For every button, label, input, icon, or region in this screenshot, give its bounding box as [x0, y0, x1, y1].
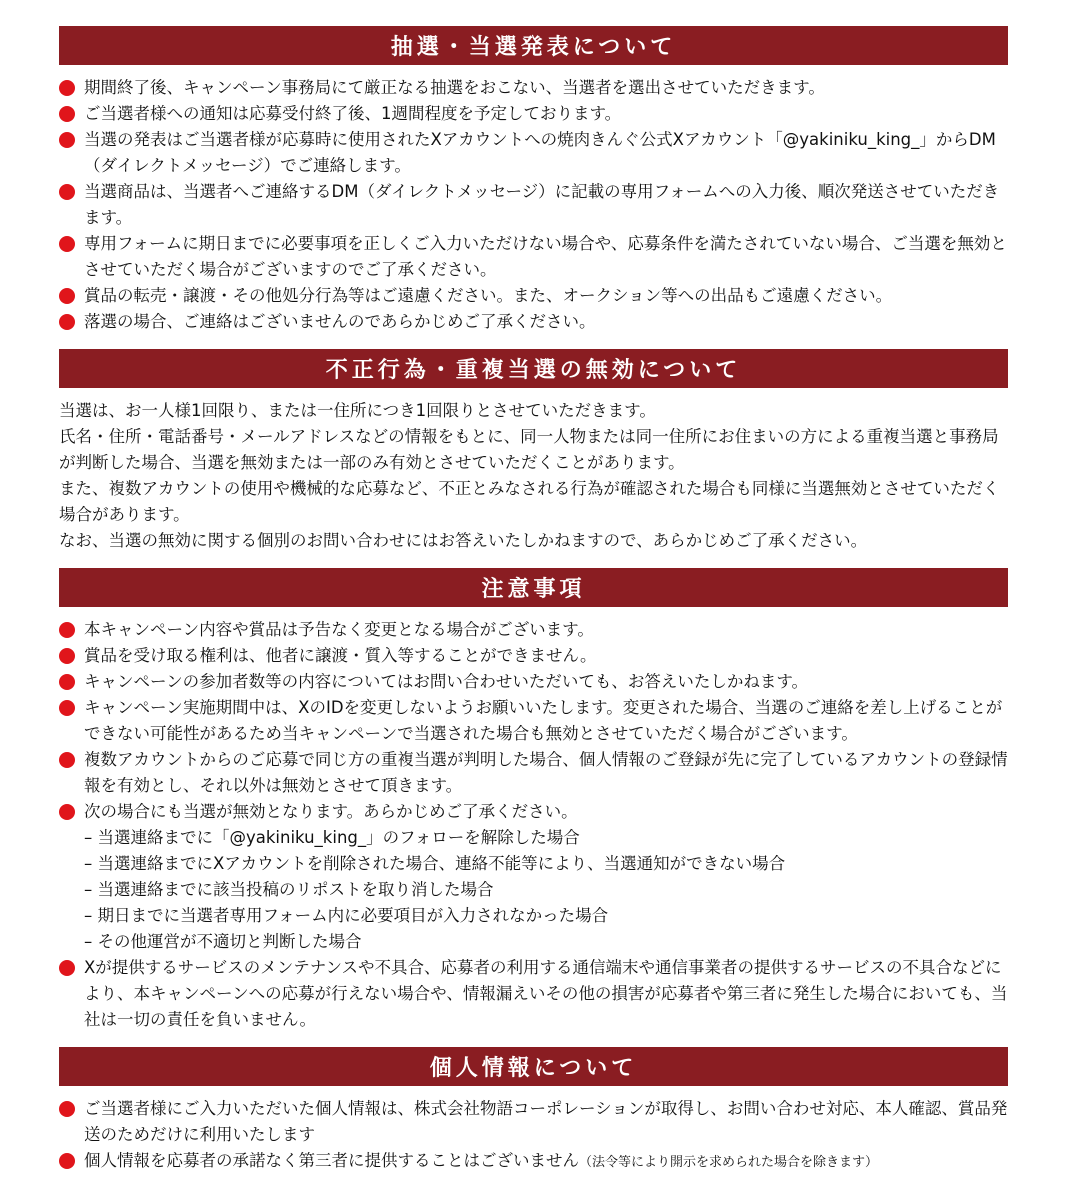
paragraph: 当選は、お一人様1回限り、または一住所につき1回限りとさせていただきます。 — [59, 401, 656, 420]
bullet-icon — [59, 1153, 75, 1169]
list-item-text: Xが提供するサービスのメンテナンスや不具合、応募者の利用する通信端末や通信事業者の提供するサービスの不具合などにより、本キャンペーンへの応募が行えない場合や、情報漏えいその他の損害が応募者や第三者に発生した場合においても、当社は一切の責任を負いません。 — [84, 958, 1008, 1029]
bullet-icon — [59, 674, 75, 690]
section-fraud-title: 不正行為・重複当選の無効について — [59, 349, 1008, 388]
invalid-conditions-list — [59, 825, 1008, 955]
list-item — [59, 179, 1008, 231]
sub-list-item: – 当選連絡までにXアカウントを削除された場合、連絡不能等により、当選通知ができない場合 — [84, 854, 786, 873]
list-item-text: 落選の場合、ご連絡はございませんのであらかじめご了承ください。 — [84, 312, 596, 331]
list-item-note: （法令等により開示を求められた場合を除きます） — [579, 1155, 879, 1170]
sub-list-item: – その他運営が不適切と判断した場合 — [84, 932, 362, 951]
list-item-text: 専用フォームに期日までに必要事項を正しくご入力いただけない場合や、応募条件を満たされていない場合、ご当選を無効とさせていただく場合がございますのでご了承ください。 — [84, 234, 1007, 279]
list-item — [59, 1096, 1008, 1148]
list-item-text: 複数アカウントからのご応募で同じ方の重複当選が判明した場合、個人情報のご登録が先に完了しているアカウントの登録情報を有効とし、それ以外は無効とさせて頂きます。 — [84, 750, 1008, 795]
bullet-icon — [59, 622, 75, 638]
list-item — [59, 101, 1008, 127]
bullet-icon — [59, 288, 75, 304]
list-item-text: 当選商品は、当選者へご連絡するDM（ダイレクトメッセージ）に記載の専用フォームへの入力後、順次発送させていただきます。 — [84, 182, 1000, 227]
list-item-text: 賞品の転売・譲渡・その他処分行為等はご遠慮ください。また、オークション等への出品もご遠慮ください。 — [84, 286, 893, 305]
list-item-text: 期間終了後、キャンペーン事務局にて厳正なる抽選をおこない、当選者を選出させていただきます。 — [84, 78, 825, 97]
bullet-icon — [59, 1101, 75, 1117]
bullet-icon — [59, 132, 75, 148]
sub-list-item: – 期日までに当選者専用フォーム内に必要項目が入力されなかった場合 — [84, 906, 609, 925]
list-item — [59, 127, 1008, 179]
bullet-icon — [59, 648, 75, 664]
sub-list-item: – 当選連絡までに「@yakiniku_king_」のフォローを解除した場合 — [84, 828, 580, 847]
bullet-icon — [59, 184, 75, 200]
list-item-text: 次の場合にも当選が無効となります。あらかじめご了承ください。 — [84, 802, 578, 821]
list-item — [59, 75, 1008, 101]
bullet-icon — [59, 700, 75, 716]
sub-list-item: – 当選連絡までに該当投稿のリポストを取り消した場合 — [84, 880, 494, 899]
list-item — [59, 309, 1008, 335]
list-item — [59, 231, 1008, 283]
bullet-icon — [59, 80, 75, 96]
paragraph: また、複数アカウントの使用や機械的な応募など、不正とみなされる行為が確認された場合も同様に当選無効とさせていただく場合があります。 — [59, 479, 1000, 524]
section-privacy-title: 個人情報について — [59, 1047, 1008, 1086]
paragraph: 氏名・住所・電話番号・メールアドレスなどの情報をもとに、同一人物または同一住所にお住まいの方による重複当選と事務局が判断した場合、当選を無効または一部のみ有効とさせていただくことがあります。 — [59, 427, 999, 472]
list-item — [59, 283, 1008, 309]
list-item — [59, 695, 1008, 747]
list-item-text: キャンペーン実施期間中は、XのIDを変更しないようお願いいたします。変更された場合、当選のご連絡を差し上げることができない可能性があるため当キャンペーンで当選された場合も無効とさせていただく場合がございます。 — [84, 698, 1003, 743]
section-fraud — [59, 349, 1008, 554]
section-lottery — [59, 26, 1008, 335]
section-notes — [59, 568, 1008, 1033]
list-item-text: 個人情報を応募者の承諾なく第三者に提供することはございません — [84, 1151, 579, 1170]
notes-list — [59, 617, 1008, 825]
list-item — [59, 617, 1008, 643]
list-item — [59, 747, 1008, 799]
section-privacy — [59, 1047, 1008, 1176]
bullet-icon — [59, 314, 75, 330]
notes-list-continued — [59, 955, 1008, 1033]
list-item-text: 本キャンペーン内容や賞品は予告なく変更となる場合がございます。 — [84, 620, 594, 639]
bullet-icon — [59, 752, 75, 768]
section-notes-title: 注意事項 — [59, 568, 1008, 607]
section-lottery-title: 抽選・当選発表について — [59, 26, 1008, 65]
list-item — [59, 643, 1008, 669]
list-item — [59, 955, 1008, 1033]
list-item-text: ご当選者様にご入力いただいた個人情報は、株式会社物語コーポレーションが取得し、お問い合わせ対応、本人確認、賞品発送のためだけに利用いたします — [84, 1099, 1008, 1144]
bullet-icon — [59, 106, 75, 122]
bullet-icon — [59, 236, 75, 252]
privacy-list — [59, 1096, 1008, 1176]
paragraph: なお、当選の無効に関する個別のお問い合わせにはお答えいたしかねますので、あらかじめご了承ください。 — [59, 531, 868, 550]
list-item — [59, 1148, 1008, 1176]
list-item-text: 賞品を受け取る権利は、他者に譲渡・質入等することができません。 — [84, 646, 597, 665]
list-item — [59, 669, 1008, 695]
list-item-text: 当選の発表はご当選者様が応募時に使用されたXアカウントへの焼肉きんぐ公式Xアカウント「@yakiniku_king_」からDM（ダイレクトメッセージ）でご連絡します。 — [84, 130, 996, 175]
list-item-text: ご当選者様への通知は応募受付終了後、1週間程度を予定しております。 — [84, 104, 622, 123]
list-item-text: キャンペーンの参加者数等の内容についてはお問い合わせいただいても、お答えいたしかねます。 — [84, 672, 809, 691]
lottery-list — [59, 75, 1008, 335]
list-item — [59, 799, 1008, 825]
bullet-icon — [59, 960, 75, 976]
bullet-icon — [59, 804, 75, 820]
